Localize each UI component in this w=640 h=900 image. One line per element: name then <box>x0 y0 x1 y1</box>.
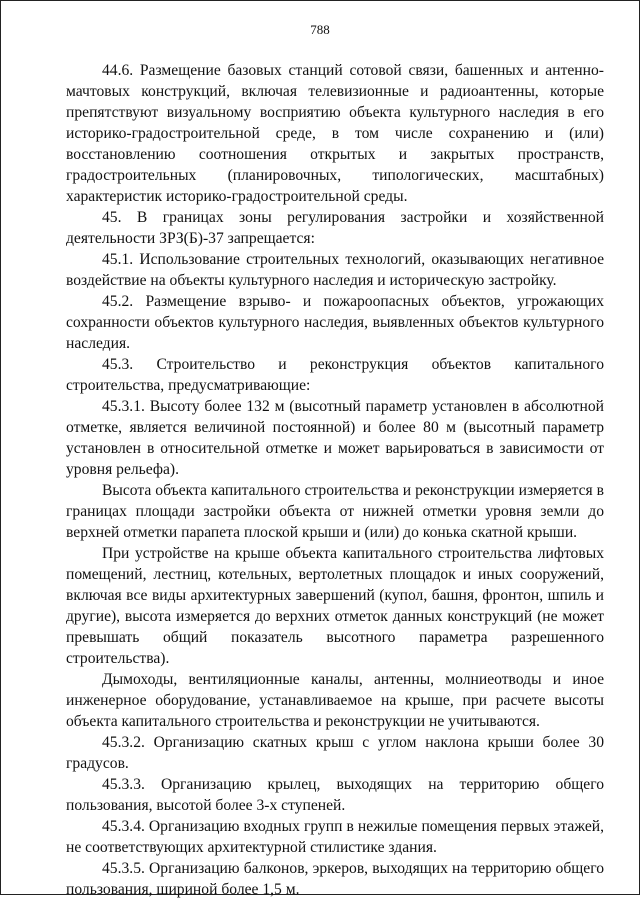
paragraph-45-3-1: 45.3.1. Высоту более 132 м (высотный параметр установлен в абсолютной отметке, является величиной постоянной) и более 80 м (высотный параметр установлен в относительной отметке и может варьироваться в зависимости от уровня рельефа). <box>66 398 604 478</box>
paragraph-45-3: 45.3. Строительство и реконструкция объектов капитального строительства, предусматривающие: <box>66 356 604 394</box>
paragraph-44-6: 44.6. Размещение базовых станций сотовой связи, башенных и антенно-мачтовых конструкций, включая телевизионные и радиоантенны, которые препятствуют визуальному восприятию объекта культурного наследия в его историко-градостроительной среде, в том числе сохранению и (или) восстановлению соотношения открытых и закрытых пространств, градостроительных (планировочных, типологических, масштабных) характеристик историко-градостроительной среды. <box>66 62 604 205</box>
paragraph-45-3-2: 45.3.2. Организацию скатных крыш с углом наклона крыши более 30 градусов. <box>66 734 604 772</box>
paragraph-engineering-equipment: Дымоходы, вентиляционные каналы, антенны, молниеотводы и иное инженерное оборудование, устанавливаемое на крыше, при расчете высоты объекта капитального строительства и реконструкции не учитываются. <box>66 671 604 730</box>
paragraph-45-1: 45.1. Использование строительных технологий, оказывающих негативное воздействие на объекты культурного наследия и историческую застройку. <box>66 251 604 289</box>
paragraph-roof-structures: При устройстве на крыше объекта капитального строительства лифтовых помещений, лестниц, котельных, вертолетных площадок и иных сооружений, включая все виды архитектурных завершений (купол, башня, фронтон, шпиль и другие), высота измеряется до верхних отметок данных конструкций (не может превышать общий показатель высотного параметра разрешенного строительства). <box>66 545 604 667</box>
paragraph-45: 45. В границах зоны регулирования застройки и хозяйственной деятельности ЗРЗ(Б)-37 запрещается: <box>66 209 604 247</box>
paragraph-height-measurement: Высота объекта капитального строительства и реконструкции измеряется в границах площади застройки объекта от нижней отметки уровня земли до верхней отметки парапета плоской крыши и (или) до конька скатной крыши. <box>66 482 604 541</box>
paragraph-45-3-5: 45.3.5. Организацию балконов, эркеров, выходящих на территорию общего пользования, шириной более 1,5 м. <box>66 860 604 898</box>
document-body <box>66 60 604 900</box>
paragraph-45-3-4: 45.3.4. Организацию входных групп в нежилые помещения первых этажей, не соответствующих архитектурной стилистике здания. <box>66 818 604 856</box>
paragraph-45-3-3: 45.3.3. Организацию крылец, выходящих на территорию общего пользования, высотой более 3-х ступеней. <box>66 776 604 814</box>
page-number: 788 <box>310 22 330 37</box>
paragraph-45-2: 45.2. Размещение взрыво- и пожароопасных объектов, угрожающих сохранности объектов культурного наследия, выявленных объектов культурного наследия. <box>66 293 604 352</box>
